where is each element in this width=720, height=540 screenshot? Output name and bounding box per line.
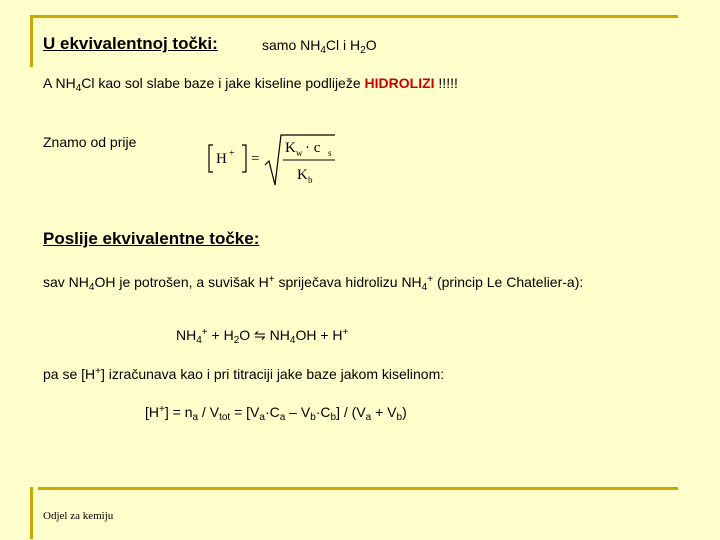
- slide-title: U ekvivalentnoj točki:: [43, 34, 218, 53]
- footer-department: Odjel za kemiju: [43, 510, 114, 522]
- left-rule-top: [30, 15, 33, 67]
- slide-subtitle: samo $NH_4Cl$ i $H_2O$: [262, 37, 377, 56]
- formula-den-k: K: [297, 167, 308, 183]
- formula-num-c-sub: s: [328, 148, 332, 158]
- formula-den-k-sub: b: [308, 175, 313, 185]
- after-equivalence-paragraph: sav $NH_4OH$ je potrošen, a suvišak H+ spriječava hidrolizu $NH_4^+$ (princip Le Chatelier-a):: [43, 274, 584, 293]
- hydrolysis-statement: A $NH_4Cl$ kao sol slabe baze i jake kiseline podliježe HIDROLIZI !!!!!: [43, 75, 458, 94]
- formula-equals: =: [251, 151, 260, 167]
- formula-lhs-sup: +: [229, 148, 235, 159]
- bottom-rule: [38, 487, 678, 490]
- known-from-before-label: Znamo od prije: [43, 134, 137, 150]
- formula-num-k: K: [285, 140, 296, 156]
- formula-num-dot: · c: [305, 140, 321, 156]
- top-rule: [30, 15, 678, 18]
- formula-num-k-sub: w: [296, 148, 303, 158]
- formula-lhs: H: [216, 151, 227, 167]
- calculation-paragraph: pa se [H+] izračunava kao i pri titraciji jake baze jakom kiselinom:: [43, 366, 445, 382]
- equilibrium-equation: $NH_4^+ + H_2O$ ⇋ $NH_4OH + H^+$: [176, 327, 349, 346]
- section-title: Poslije ekvivalentne točke:: [43, 229, 260, 248]
- hydrolysis-highlight: HIDROLIZI: [364, 75, 435, 91]
- h-plus-formula: [205, 132, 340, 188]
- left-rule-bottom: [30, 487, 33, 539]
- concentration-equation: $[H^+] = n_a / V_{tot} = [V_a\cdot C_a - V_b\cdot C_b] / (V_a + V_b)$: [145, 404, 407, 423]
